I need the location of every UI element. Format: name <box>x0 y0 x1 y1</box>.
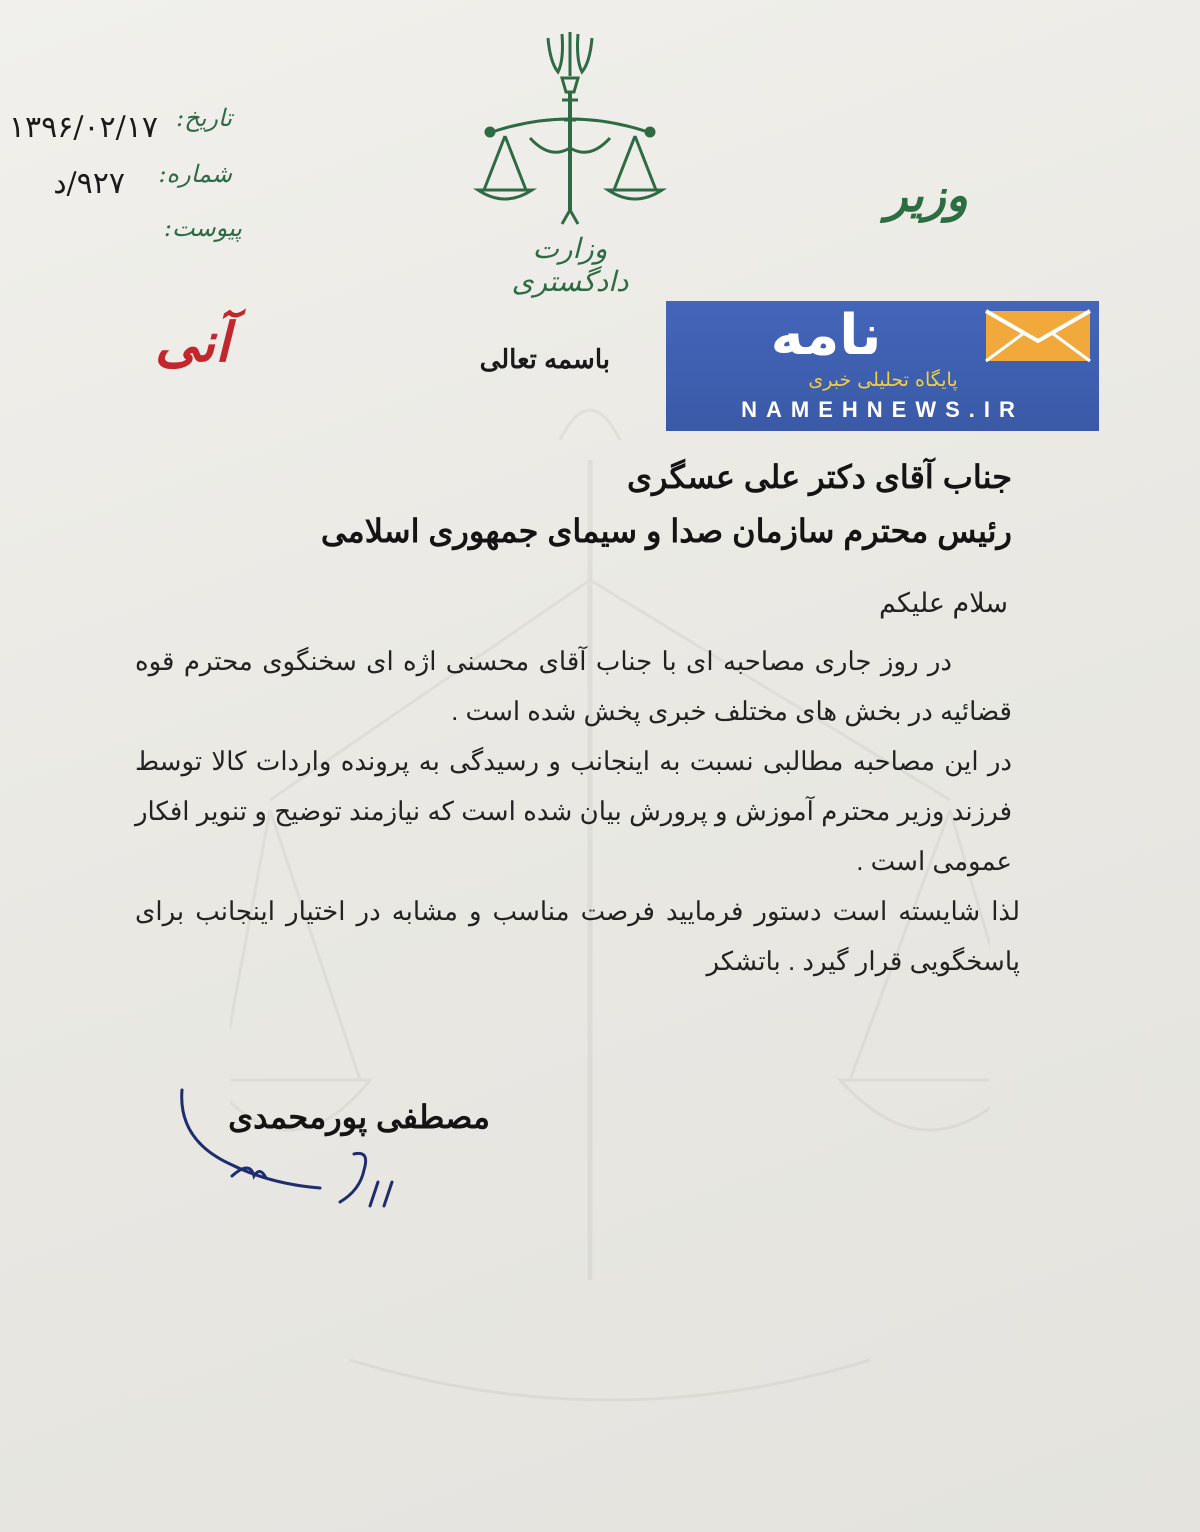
date-label: تاریخ: <box>176 104 232 132</box>
number-value: ۹۲۷/د <box>53 166 125 201</box>
signer-name: مصطفی پورمحمدی <box>228 1099 490 1135</box>
number-label: شماره: <box>158 160 232 188</box>
envelope-icon <box>984 309 1092 363</box>
attachment-label: پیوست: <box>163 214 242 242</box>
urgent-stamp: آنی <box>154 310 230 374</box>
signature-icon <box>170 1080 430 1230</box>
date-value: ۱۳۹۶/۰۲/۱۷ <box>8 110 158 145</box>
body-paragraph: در این مصاحبه مطالبی نسبت به اینجانب و رسیدگی به پرونده واردات کالا توسط فرزند وزیر محترم آموزش و پرورش بیان شده است که نیازمند توضیح و تنویر افکار عمومی است . <box>135 746 1012 876</box>
namehnews-watermark-logo <box>666 301 1099 431</box>
recipient-title: رئیس محترم سازمان صدا و سیمای جمهوری اسلامی <box>320 513 1012 549</box>
minister-label: وزیر <box>885 168 968 222</box>
greeting: سلام علیکم <box>878 588 1008 618</box>
body-paragraph: لذا شایسته است دستور فرمایید فرصت مناسب و مشابه در اختیار اینجانب برای پاسخگویی قرار گیرد . باتشکر <box>135 896 1020 976</box>
invocation-heading: باسمه تعالی <box>479 344 610 374</box>
logo-tagline: پایگاه تحلیلی خبری <box>808 369 958 391</box>
logo-url: NAMEHNEWS.IR <box>741 397 1024 422</box>
logo-name: نامه <box>770 303 882 368</box>
ministry-name: وزارت دادگستری <box>511 232 629 298</box>
body-paragraph: در روز جاری مصاحبه ای با جناب آقای محسنی اژه ای سخنگوی محترم قوه قضائیه در بخش های مختلف خبری پخش شده است . <box>135 646 1012 726</box>
recipient-name: جناب آقای دکتر علی عسگری <box>626 459 1012 495</box>
